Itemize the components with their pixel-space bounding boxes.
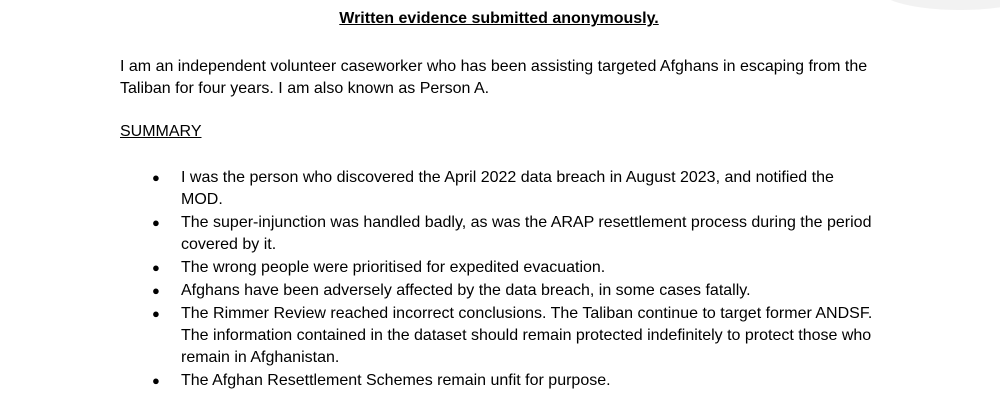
bullet-item — [120, 167, 880, 211]
bullet-text: I was the person who discovered the April 2022 data breach in August 2023, and notified the MOD. — [181, 169, 834, 208]
bullet-icon: ● — [152, 170, 160, 185]
summary-heading: SUMMARY — [120, 123, 202, 140]
bullet-icon: ● — [152, 260, 160, 275]
bullet-item — [120, 212, 880, 256]
bullet-text: The super-injunction was handled badly, as was the ARAP resettlement process during the period covered by it. — [181, 214, 872, 253]
bullet-item — [120, 257, 880, 279]
document-title: Written evidence submitted anonymously. — [339, 10, 659, 27]
intro-paragraph: I am an independent volunteer caseworker who has been assisting targeted Afghans in escaping from the Taliban for four years. I am also known as Person A. — [120, 58, 868, 97]
bullet-icon: ● — [152, 373, 160, 388]
bullet-icon: ● — [152, 215, 160, 230]
summary-bullet-list — [120, 167, 880, 393]
bullet-icon: ● — [152, 306, 160, 321]
bullet-item — [120, 280, 880, 302]
bullet-item — [120, 303, 880, 369]
bullet-text: The wrong people were prioritised for expedited evacuation. — [181, 259, 606, 276]
bullet-text: The Rimmer Review reached incorrect conclusions. The Taliban continue to target former ANDSF. The information contained in the dataset should remain protected indefinitely to protect those who remain in Afghanistan. — [181, 305, 873, 366]
bullet-text: Afghans have been adversely affected by the data breach, in some cases fatally. — [181, 282, 751, 299]
bullet-item — [120, 370, 880, 392]
bullet-text: The Afghan Resettlement Schemes remain unfit for purpose. — [181, 372, 611, 389]
bullet-icon: ● — [152, 283, 160, 298]
